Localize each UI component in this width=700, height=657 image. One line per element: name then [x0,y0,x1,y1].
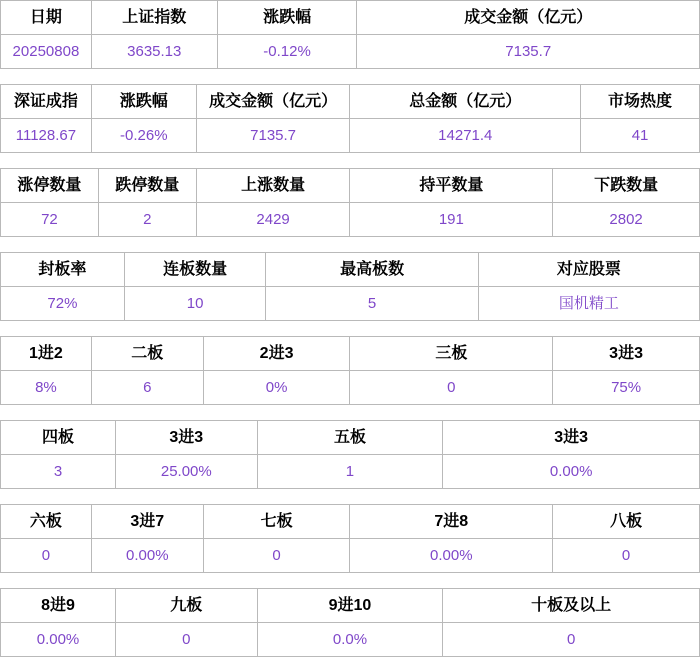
promotion-1-block [0,336,700,405]
cell-value: 0 [203,539,350,573]
cell-value: 3 [1,455,116,489]
column-header: 对应股票 [478,253,699,287]
cell-value: 8% [1,371,92,405]
column-header: 9进10 [257,589,443,623]
block-spacer [0,69,700,84]
column-header: 二板 [91,337,203,371]
table-row [1,203,700,237]
column-header: 持平数量 [350,169,553,203]
column-header: 四板 [1,421,116,455]
column-header: 7进8 [350,505,553,539]
block-spacer [0,489,700,504]
cell-value: 191 [350,203,553,237]
column-header: 涨跌幅 [91,85,196,119]
column-header: 3进7 [91,505,203,539]
cell-value: 6 [91,371,203,405]
cell-value: 2 [98,203,196,237]
column-header: 涨跌幅 [217,1,357,35]
column-header: 跌停数量 [98,169,196,203]
cell-value: 0.0% [257,623,443,657]
column-header: 3进3 [443,421,700,455]
column-header: 封板率 [1,253,125,287]
cell-value: 11128.67 [1,119,92,153]
column-header: 2进3 [203,337,350,371]
block-spacer [0,237,700,252]
cell-value: 0 [116,623,258,657]
table-row [1,539,700,573]
cell-value: 72 [1,203,99,237]
table-row [1,421,700,455]
column-header: 上涨数量 [196,169,350,203]
cell-value: 0.00% [350,539,553,573]
table-row [1,169,700,203]
cell-value: 7135.7 [196,119,350,153]
shenzhen-index-block [0,84,700,153]
table-row [1,505,700,539]
cell-value: 0.00% [443,455,700,489]
market-index-block [0,0,700,69]
cell-value: 0.00% [91,539,203,573]
column-header: 成交金额（亿元） [357,1,700,35]
table-row [1,371,700,405]
table-row [1,337,700,371]
cell-value: 5 [266,287,478,321]
cell-value: 2429 [196,203,350,237]
column-header: 涨停数量 [1,169,99,203]
column-header: 十板及以上 [443,589,700,623]
table-row [1,85,700,119]
column-header: 连板数量 [124,253,266,287]
cell-value: 1 [257,455,443,489]
cell-value: 0 [443,623,700,657]
block-spacer [0,573,700,588]
cell-value: 10 [124,287,266,321]
column-header: 总金额（亿元） [350,85,581,119]
table-row [1,119,700,153]
column-header: 1进2 [1,337,92,371]
column-header: 8进9 [1,589,116,623]
cell-value: 0.00% [1,623,116,657]
cell-value: 0 [350,371,553,405]
cell-value: 0 [1,539,92,573]
block-spacer [0,153,700,168]
column-header: 上证指数 [91,1,217,35]
column-header: 深证成指 [1,85,92,119]
column-header: 市场热度 [581,85,700,119]
cell-value: 72% [1,287,125,321]
cell-value: 0 [553,539,700,573]
table-row [1,287,700,321]
cell-value: 75% [553,371,700,405]
column-header: 下跌数量 [553,169,700,203]
cell-value: 2802 [553,203,700,237]
table-row [1,1,700,35]
cell-value: 14271.4 [350,119,581,153]
promotion-3-block [0,504,700,573]
cell-value: 3635.13 [91,35,217,69]
table-row [1,253,700,287]
column-header: 成交金额（亿元） [196,85,350,119]
column-header: 日期 [1,1,92,35]
promotion-4-block [0,588,700,657]
cell-value: -0.12% [217,35,357,69]
column-header: 五板 [257,421,443,455]
cell-value: 20250808 [1,35,92,69]
cell-value: 7135.7 [357,35,700,69]
column-header: 3进3 [553,337,700,371]
table-row [1,455,700,489]
block-spacer [0,405,700,420]
cell-value: 25.00% [116,455,258,489]
column-header: 三板 [350,337,553,371]
column-header: 最高板数 [266,253,478,287]
block-spacer [0,321,700,336]
column-header: 六板 [1,505,92,539]
column-header: 九板 [116,589,258,623]
cell-value: 41 [581,119,700,153]
column-header: 八板 [553,505,700,539]
limit-stats-block [0,168,700,237]
column-header: 3进3 [116,421,258,455]
seal-rate-block [0,252,700,321]
cell-value: -0.26% [91,119,196,153]
cell-value: 0% [203,371,350,405]
promotion-2-block [0,420,700,489]
cell-value: 国机精工 [478,287,699,321]
table-row [1,623,700,657]
table-row [1,589,700,623]
column-header: 七板 [203,505,350,539]
table-row [1,35,700,69]
